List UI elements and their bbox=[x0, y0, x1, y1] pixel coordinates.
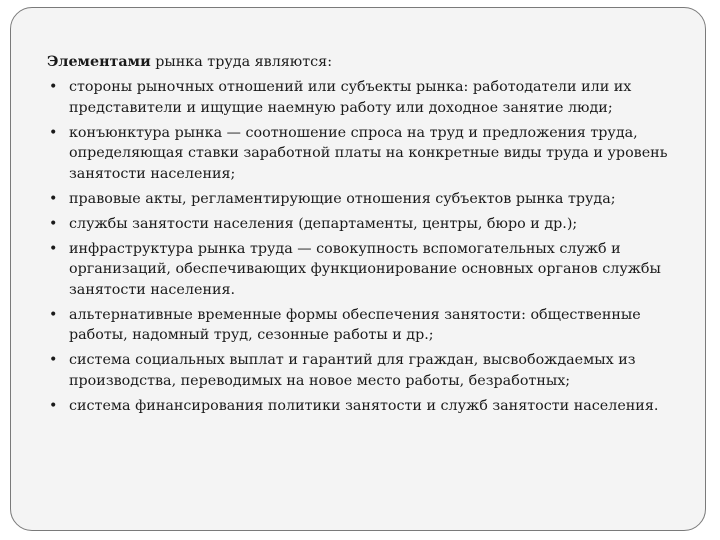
list-item-text: инфраструктура рынка труда — совокупность вспомогательных служб и организаций, обеспечивающих функционирование основных органов службы занятости населения. bbox=[69, 240, 661, 298]
intro-rest: рынка труда являются: bbox=[150, 54, 333, 70]
list-item-text: правовые акты, регламентирующие отношения субъектов рынка труда; bbox=[69, 190, 616, 207]
bullet-icon: • bbox=[49, 306, 58, 323]
list-item bbox=[47, 189, 697, 210]
bullet-icon: • bbox=[49, 397, 58, 414]
list-item-text: службы занятости населения (департаменты, центры, бюро и др.); bbox=[69, 215, 578, 232]
list-item-text: конъюнктура рынка — соотношение спроса на труд и предложения труда, определяющая ставки заработной платы на конкретные виды труда и уровень занятости населения; bbox=[69, 124, 668, 182]
list-item bbox=[47, 123, 697, 185]
intro-line bbox=[47, 52, 697, 73]
bullet-icon: • bbox=[49, 79, 58, 95]
intro-bold: Элементами bbox=[47, 54, 151, 70]
elements-list bbox=[47, 77, 697, 416]
list-item bbox=[47, 77, 697, 118]
list-item-text: стороны рыночных отношений или субъекты рынка: работодатели или их представители и ищущие наемную работу или доходное занятие люди; bbox=[69, 79, 632, 116]
list-item-text: система финансирования политики занятости и служб занятости населения. bbox=[69, 397, 659, 414]
list-item bbox=[47, 214, 697, 235]
list-item bbox=[47, 350, 697, 391]
bullet-icon: • bbox=[49, 190, 58, 207]
bullet-icon: • bbox=[49, 352, 58, 368]
list-item bbox=[47, 239, 697, 301]
list-item bbox=[47, 305, 697, 346]
list-item bbox=[47, 396, 697, 417]
slide-text bbox=[47, 52, 697, 421]
bullet-icon: • bbox=[49, 215, 58, 232]
list-item-text: альтернативные временные формы обеспечения занятости: общественные работы, надомный труд, сезонные работы и др.; bbox=[69, 306, 641, 343]
list-item-text: система социальных выплат и гарантий для граждан, высвобождаемых из производства, переводимых на новое место работы, безработных; bbox=[69, 352, 636, 389]
bullet-icon: • bbox=[49, 240, 58, 257]
bullet-icon: • bbox=[49, 124, 58, 141]
